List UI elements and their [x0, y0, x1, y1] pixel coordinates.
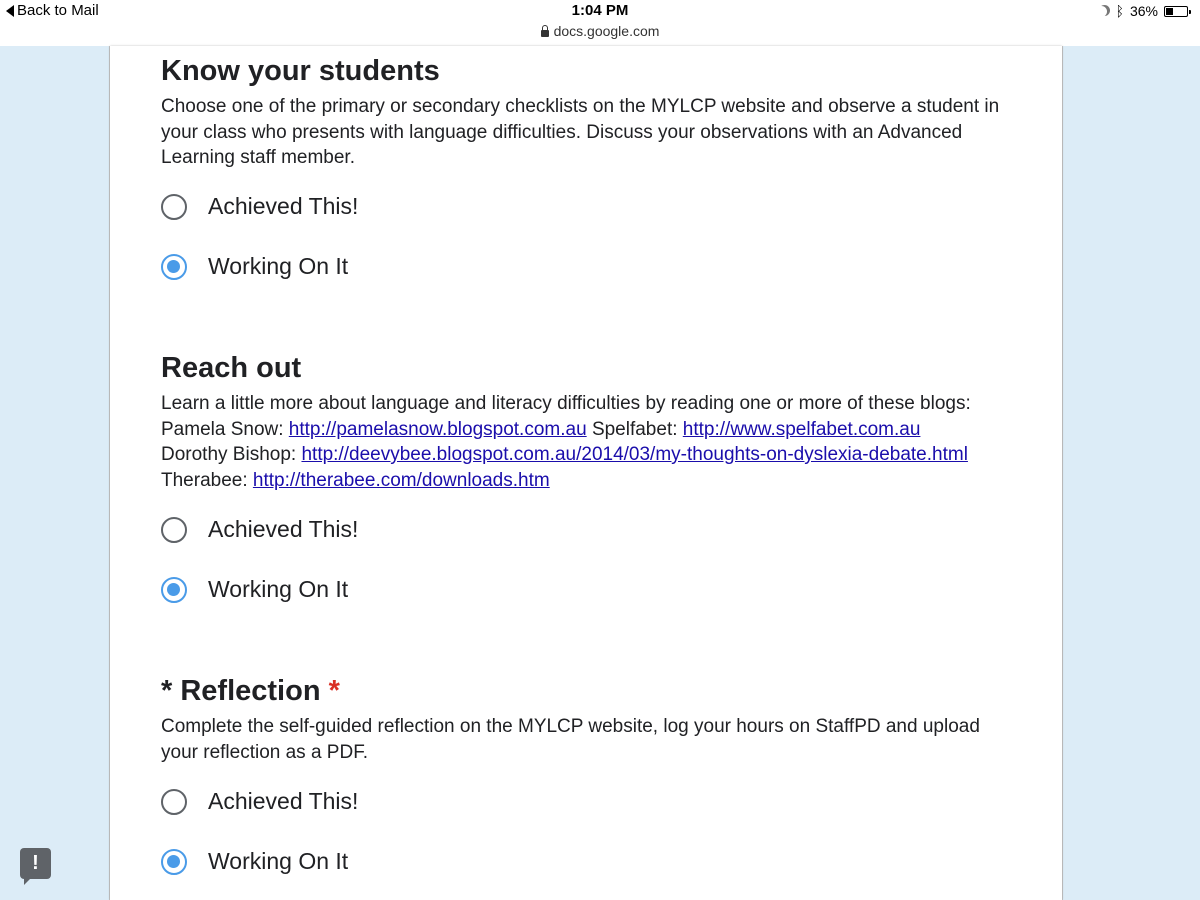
title-text: * Reflection — [161, 675, 321, 707]
radio-checked[interactable] — [161, 577, 187, 603]
option-achieved[interactable] — [161, 788, 358, 815]
feedback-icon[interactable]: ! — [20, 848, 51, 879]
blog-name: Pamela Snow: — [161, 418, 284, 440]
question-description: Choose one of the primary or secondary checklists on the MYLCP website and observe a student in your class who presents with language difficulties. Discuss your observations with an Advanced Learning staff member. — [161, 96, 1000, 168]
question-reflection — [161, 674, 1021, 765]
radio-unchecked[interactable] — [161, 194, 187, 220]
option-achieved[interactable] — [161, 193, 358, 220]
question-description: Complete the self-guided reflection on the MYLCP website, log your hours on StaffPD and upload your reflection as a PDF. — [161, 716, 980, 763]
do-not-disturb-icon — [1096, 6, 1107, 17]
description-intro: Learn a little more about language and literacy difficulties by reading one or more of these blogs: — [161, 393, 971, 414]
status-bar — [0, 0, 1200, 46]
question-title — [161, 674, 1021, 708]
question-title: Reach out — [161, 352, 302, 384]
blog-link[interactable]: http://deevybee.blogspot.com.au/2014/03/my-thoughts-on-dyslexia-debate.html — [301, 444, 968, 465]
blog-link[interactable]: http://pamelasnow.blogspot.com.au — [288, 418, 587, 440]
blog-link[interactable]: http://www.spelfabet.com.au — [682, 418, 921, 440]
option-working-on-it[interactable] — [161, 253, 348, 280]
option-label: Achieved This! — [208, 516, 359, 542]
option-label: Achieved This! — [208, 788, 359, 814]
address-bar[interactable] — [0, 23, 1200, 39]
bluetooth-icon: ᛒ — [1115, 3, 1124, 19]
blog-name: Dorothy Bishop: — [161, 444, 297, 465]
option-label: Working On It — [208, 253, 349, 279]
required-asterisk: * — [328, 675, 340, 707]
lock-icon — [541, 30, 549, 37]
battery-percent: 36% — [1129, 3, 1158, 19]
blog-name: Therabee: — [161, 469, 248, 491]
question-reach-out — [161, 351, 1021, 493]
option-working-on-it[interactable] — [161, 848, 348, 875]
blog-name: Spelfabet: — [591, 418, 678, 440]
question-description — [161, 391, 1021, 493]
back-label: Back to Mail — [17, 2, 99, 19]
url-text: docs.google.com — [553, 23, 660, 39]
radio-checked[interactable] — [161, 849, 187, 875]
option-label: Working On It — [208, 576, 349, 602]
option-label: Working On It — [208, 848, 349, 874]
clock: 1:04 PM — [571, 2, 629, 19]
blog-link[interactable]: http://therabee.com/downloads.htm — [252, 469, 550, 491]
radio-checked[interactable] — [161, 254, 187, 280]
option-achieved[interactable] — [161, 516, 358, 543]
question-know-your-students — [161, 54, 1021, 171]
question-title: Know your students — [161, 55, 440, 87]
status-indicators — [1096, 3, 1188, 19]
option-label: Achieved This! — [208, 193, 359, 219]
battery-icon — [1164, 6, 1188, 17]
radio-unchecked[interactable] — [161, 517, 187, 543]
radio-unchecked[interactable] — [161, 789, 187, 815]
option-working-on-it[interactable] — [161, 576, 348, 603]
